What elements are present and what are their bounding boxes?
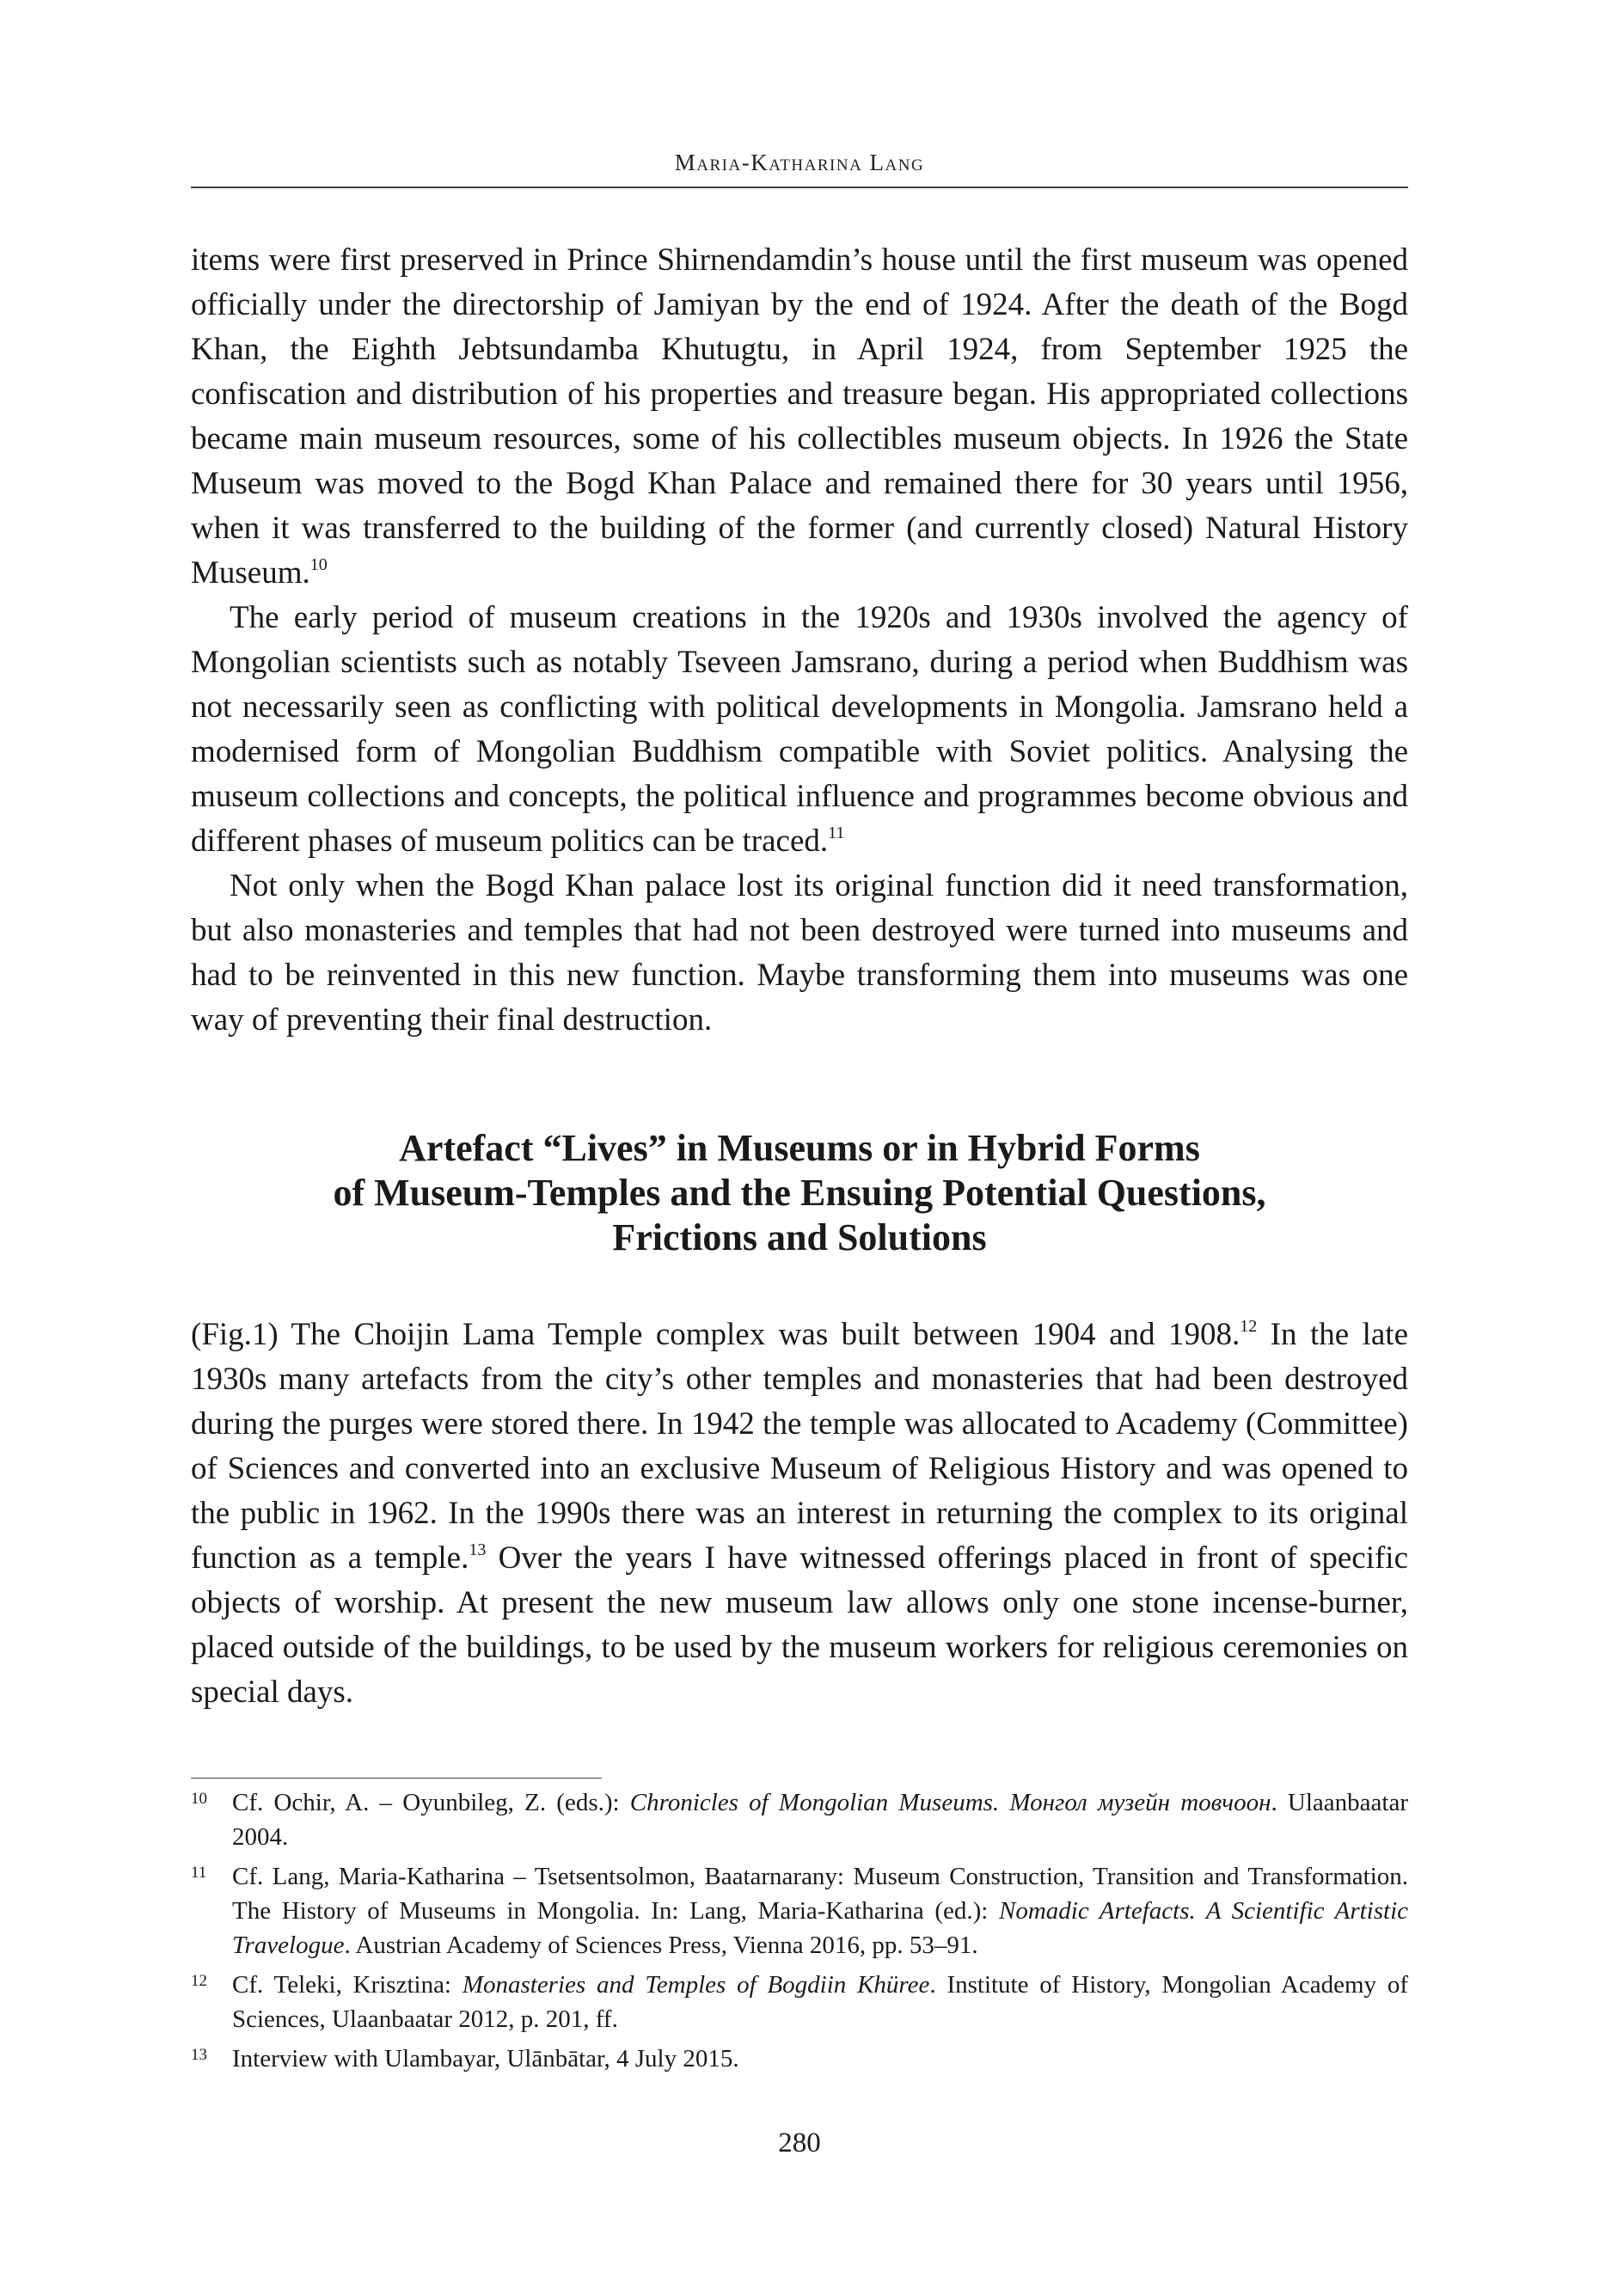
footnote [191,1785,1408,1854]
paragraph [191,1313,1408,1715]
footnote-number: 12 [191,1972,207,1990]
footnote-number: 13 [191,2046,207,2064]
section-heading-line: Artefact “Lives” in Museums or in Hybrid Forms [399,1127,1200,1169]
footnote [191,1859,1408,1962]
footnote [191,1968,1408,2036]
footnote-text: Cf. Lang, Maria-Katharina – Tsetsentsolmon, Baatarnarany: Museum Construction, Transition and Transformation. The History of Museums in Mongolia. In: Lang, Maria-Katharina (ed.): [232,1863,1408,1925]
body-text-block [191,1313,1408,1715]
footnote-ref[interactable]: 10 [309,554,328,574]
footnote-title: Chronicles of Mongolian Museums. Монгол музейн товчоон [629,1789,1271,1816]
paragraph [191,864,1408,1043]
footnote-number: 10 [191,1790,207,1808]
body-text-block [191,238,1408,1043]
page-number: 280 [778,2128,821,2158]
footnote-ref[interactable]: 12 [1240,1316,1258,1336]
footnote-separator [191,1778,602,1779]
paragraph-text: (Fig.1) The Choijin Lama Temple complex was built between 1904 and 1908. [191,1317,1241,1352]
footnote-ref[interactable]: 11 [828,823,845,842]
section-heading-line: Frictions and Solutions [612,1216,987,1258]
footnote-ref[interactable]: 13 [469,1540,487,1559]
footnote-text: . Ulaanbaatar 2004. [232,1789,1408,1851]
footnote-title: Nomadic Artefacts. A Scientific Artistic Travelogue [232,1897,1408,1959]
footnote-title: Monasteries and Temples of Bogdiin Khüree [462,1971,930,1999]
footnotes [191,1785,1408,2081]
header-rule [191,187,1408,188]
footnote-text: Cf. Ochir, A. – Oyunbileg, Z. (eds.): [232,1789,630,1816]
footnote-text: Cf. Teleki, Krisztina: [232,1971,463,1999]
footnote-text: . Institute of History, Mongolian Academy of Sciences, Ulaanbaatar 2012, p. 201, ff. [232,1971,1408,2033]
paragraph-text: Not only when the Bogd Khan palace lost its original function did it need transformation, but also monasteries and temples that had not been destroyed were turned into museums and had to be reinvented in this new function. Maybe transforming them into museums was one way of preventing their final destruction. [191,868,1408,1038]
footnote [191,2042,1408,2076]
paragraph-text: items were first preserved in Prince Shirnendamdin’s house until the first museum was opened officially under the directorship of Jamiyan by the end of 1924. After the death of the Bogd Khan, the Eighth Jebtsundamba Khutugtu, in April 1924, from September 1925 the confiscation and distribution of his properties and treasure began. His appropriated collections became main museum resources, some of his collectibles museum objects. In 1926 the State Museum was moved to the Bogd Khan Palace and remained there for 30 years until 1956, when it was transferred to the building of the former (and currently closed) Natural History Museum. [191,242,1408,591]
paragraph-text: The early period of museum creations in the 1920s and 1930s involved the agency of Mongolian scientists such as notably Tseveen Jamsrano, during a period when Buddhism was not necessarily seen as conflicting with political developments in Mongolia. Jamsrano held a modernised form of Mongolian Buddhism compatible with Soviet politics. Analysing the museum collections and concepts, the political influence and programmes become obvious and different phases of museum politics can be traced. [191,600,1408,859]
paragraph [191,238,1408,596]
paragraph-text: In the late 1930s many artefacts from the city’s other temples and monasteries that had been destroyed during the purges were stored there. In 1942 the temple was allocated to Academy (Committee) of Sciences and converted into an exclusive Museum of Religious History and was opened to the public in 1962. In the 1990s there was an interest in returning the complex to its original function as a temple. [191,1317,1408,1576]
footnote-text: . Austrian Academy of Sciences Press, Vienna 2016, pp. 53–91. [344,1932,978,1959]
running-header: Maria-Katharina Lang [674,150,925,175]
footnote-number: 11 [191,1864,207,1882]
paragraph [191,596,1408,864]
section-heading-line: of Museum-Temples and the Ensuing Potential Questions, [333,1172,1266,1214]
paragraph-text: Over the years I have witnessed offerings placed in front of specific objects of worship. At present the new museum law allows only one stone incense-burner, placed outside of the buildings, to be used by the museum workers for religious ceremonies on special days. [191,1540,1408,1710]
footnote-text: Interview with Ulambayar, Ulānbātar, 4 July 2015. [232,2045,739,2073]
section-heading [191,1126,1408,1260]
